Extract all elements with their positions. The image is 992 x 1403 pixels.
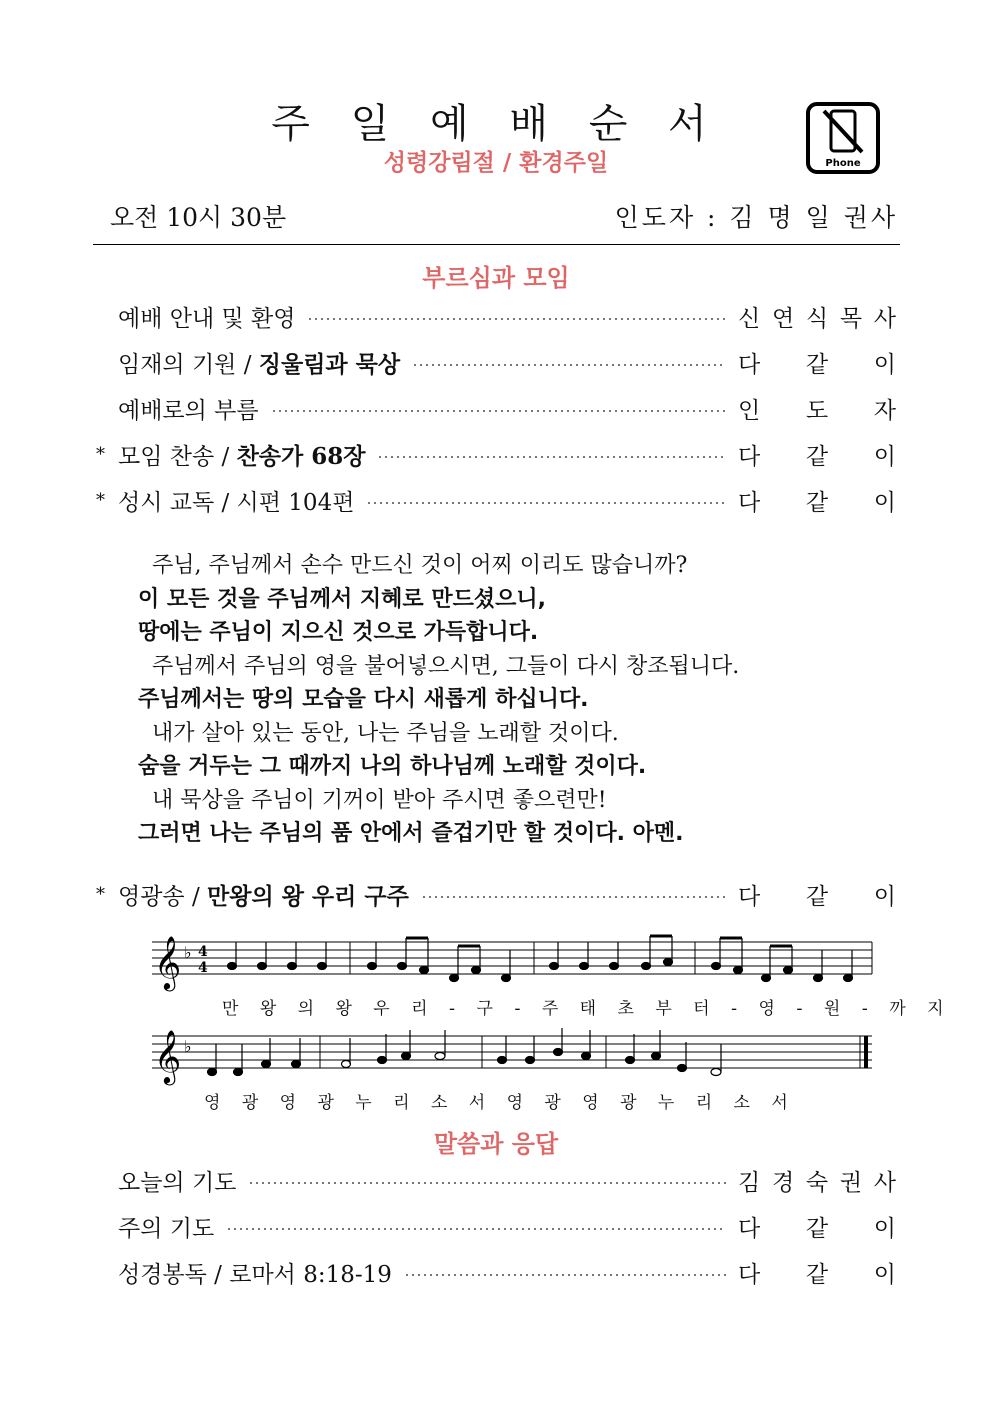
header-divider bbox=[93, 244, 900, 245]
reading-leader-line: 내가 살아 있는 동안, 나는 주님을 노래할 것이다. bbox=[152, 720, 619, 746]
order-row bbox=[96, 1208, 896, 1244]
lyrics-line-2: 영 광 영 광 누 리 소 서 영 광 영 광 누 리 소 서 bbox=[204, 1093, 796, 1113]
who-char: 이 bbox=[873, 443, 896, 470]
dot-leader bbox=[377, 456, 726, 458]
who-char: 다 bbox=[738, 489, 761, 516]
dot-leader bbox=[226, 1228, 726, 1230]
order-item bbox=[118, 1256, 392, 1289]
treble-clef-icon-2: 𝄞 bbox=[154, 1029, 182, 1083]
who-char: 다 bbox=[738, 883, 761, 910]
flat-icon: ♭ bbox=[184, 943, 192, 962]
reading-people-line: 그러면 나는 주님의 품 안에서 즐겁기만 할 것이다. 아멘. bbox=[138, 821, 684, 846]
order-item-label: 성시 교독 / 시편 104편 bbox=[118, 489, 355, 516]
who-char: 도 bbox=[805, 397, 829, 424]
order-item-label: 예배로의 부름 bbox=[118, 397, 259, 424]
stand-mark: * bbox=[96, 883, 105, 905]
order-item bbox=[118, 300, 295, 333]
order-item bbox=[118, 484, 354, 517]
section-word: 말씀과 응답 bbox=[433, 1130, 559, 1158]
stand-mark: * bbox=[96, 443, 105, 465]
order-row bbox=[96, 390, 896, 426]
order-item-who bbox=[738, 878, 896, 911]
no-phone-icon bbox=[806, 102, 880, 174]
order-row bbox=[96, 482, 896, 518]
order-row bbox=[96, 344, 896, 380]
order-item-label: 성경봉독 / 로마서 8:18-19 bbox=[118, 1261, 392, 1288]
order-item-emphasis: 징울림과 묵상 bbox=[258, 350, 401, 378]
order-item bbox=[118, 438, 365, 471]
order-item-who bbox=[738, 1164, 896, 1197]
order-item-who bbox=[738, 300, 896, 333]
who-char: 경 bbox=[771, 1169, 795, 1196]
who-char: 같 bbox=[805, 1215, 829, 1242]
order-item bbox=[118, 1164, 236, 1197]
order-item-label: 임재의 기원 / bbox=[118, 351, 259, 378]
who-char: 다 bbox=[738, 443, 761, 470]
order-row bbox=[96, 876, 896, 912]
who-char: 연 bbox=[771, 305, 795, 332]
reading-people-line: 땅에는 주님이 지으신 것으로 가득합니다. bbox=[138, 620, 539, 645]
order-item-emphasis: 만왕의 왕 우리 구주 bbox=[207, 882, 409, 910]
who-char: 식 bbox=[805, 305, 829, 332]
who-char: 다 bbox=[738, 351, 761, 378]
who-char: 권 bbox=[839, 1169, 863, 1196]
order-item bbox=[118, 1210, 214, 1243]
who-char: 다 bbox=[738, 1215, 761, 1242]
reading-leader-line: 주님께서 주님의 영을 불어넣으시면, 그들이 다시 창조됩니다. bbox=[152, 653, 740, 679]
who-char: 같 bbox=[805, 489, 829, 516]
time-signature-top: 4 bbox=[198, 944, 208, 960]
who-char: 같 bbox=[805, 351, 829, 378]
reading-people-line: 숨을 거두는 그 때까지 나의 하나님께 노래할 것이다. bbox=[138, 754, 647, 779]
who-char: 이 bbox=[873, 883, 896, 910]
order-item-who bbox=[738, 346, 896, 379]
dot-leader bbox=[404, 1274, 726, 1276]
who-char: 다 bbox=[738, 1261, 761, 1288]
stand-mark: * bbox=[96, 489, 105, 511]
order-item-label: 주의 기도 bbox=[118, 1215, 215, 1242]
who-char: 사 bbox=[873, 1169, 896, 1196]
order-item-label: 영광송 / bbox=[118, 883, 208, 910]
section-gathering: 부르심과 모임 bbox=[422, 264, 570, 292]
order-item-who bbox=[738, 392, 896, 425]
order-item-who bbox=[738, 484, 896, 517]
dot-leader bbox=[421, 896, 726, 898]
service-leader: 인도자 : 김 명 일 권사 bbox=[614, 203, 898, 232]
order-row bbox=[96, 1162, 896, 1198]
reading-leader-line: 주님, 주님께서 손수 만드신 것이 어찌 이리도 많습니까? bbox=[152, 553, 688, 578]
who-char: 같 bbox=[805, 1261, 829, 1288]
page-title: 주 일 예 배 순 서 bbox=[271, 101, 721, 147]
who-char: 목 bbox=[839, 305, 863, 332]
music-staff-1 bbox=[150, 930, 880, 992]
order-row bbox=[96, 298, 896, 334]
dot-leader bbox=[248, 1182, 726, 1184]
order-item bbox=[118, 346, 400, 379]
who-char: 이 bbox=[873, 351, 896, 378]
order-item-who bbox=[738, 438, 896, 471]
phone-label: Phone bbox=[825, 158, 861, 169]
order-item-label: 오늘의 기도 bbox=[118, 1169, 237, 1196]
flat-icon-2: ♭ bbox=[184, 1037, 192, 1056]
who-char: 이 bbox=[873, 1215, 896, 1242]
who-char: 김 bbox=[738, 1169, 761, 1196]
treble-clef-icon: 𝄞 bbox=[154, 935, 182, 989]
reading-people-line: 이 모든 것을 주님께서 지혜로 만드셨으니, bbox=[138, 586, 546, 612]
who-char: 신 bbox=[738, 305, 761, 332]
order-row bbox=[96, 1254, 896, 1290]
order-item-who bbox=[738, 1210, 896, 1243]
who-char: 이 bbox=[873, 1261, 896, 1288]
who-char: 같 bbox=[805, 883, 829, 910]
time-signature-bottom: 4 bbox=[198, 960, 208, 976]
music-staff-2 bbox=[150, 1024, 880, 1086]
lyrics-line-1: 만 왕 의 왕 우 리 - 구 - 주 태 초 부 터 - 영 - 원 - 까 지 bbox=[222, 999, 952, 1019]
order-item-label: 예배 안내 및 환영 bbox=[118, 305, 296, 332]
reading-people-line: 주님께서는 땅의 모습을 다시 새롭게 하십니다. bbox=[138, 687, 589, 712]
who-char: 자 bbox=[873, 397, 896, 424]
dot-leader bbox=[271, 410, 726, 412]
reading-leader-line: 내 묵상을 주님이 기꺼이 받아 주시면 좋으련만! bbox=[152, 787, 607, 813]
order-item-emphasis: 찬송가 68장 bbox=[236, 442, 366, 470]
order-row bbox=[96, 436, 896, 472]
dot-leader bbox=[366, 502, 726, 504]
order-item-label: 모임 찬송 / bbox=[118, 443, 237, 470]
who-char: 인 bbox=[738, 397, 761, 424]
who-char: 이 bbox=[873, 489, 896, 516]
dot-leader bbox=[412, 364, 726, 366]
who-char: 숙 bbox=[805, 1169, 829, 1196]
order-item bbox=[118, 392, 259, 425]
dot-leader bbox=[307, 318, 726, 320]
service-time: 오전 10시 30분 bbox=[110, 203, 287, 232]
order-item-who bbox=[738, 1256, 896, 1289]
who-char: 같 bbox=[805, 443, 829, 470]
order-item bbox=[118, 878, 409, 911]
page-subtitle: 성령강림절 / 환경주일 bbox=[383, 150, 609, 176]
who-char: 사 bbox=[873, 305, 896, 332]
